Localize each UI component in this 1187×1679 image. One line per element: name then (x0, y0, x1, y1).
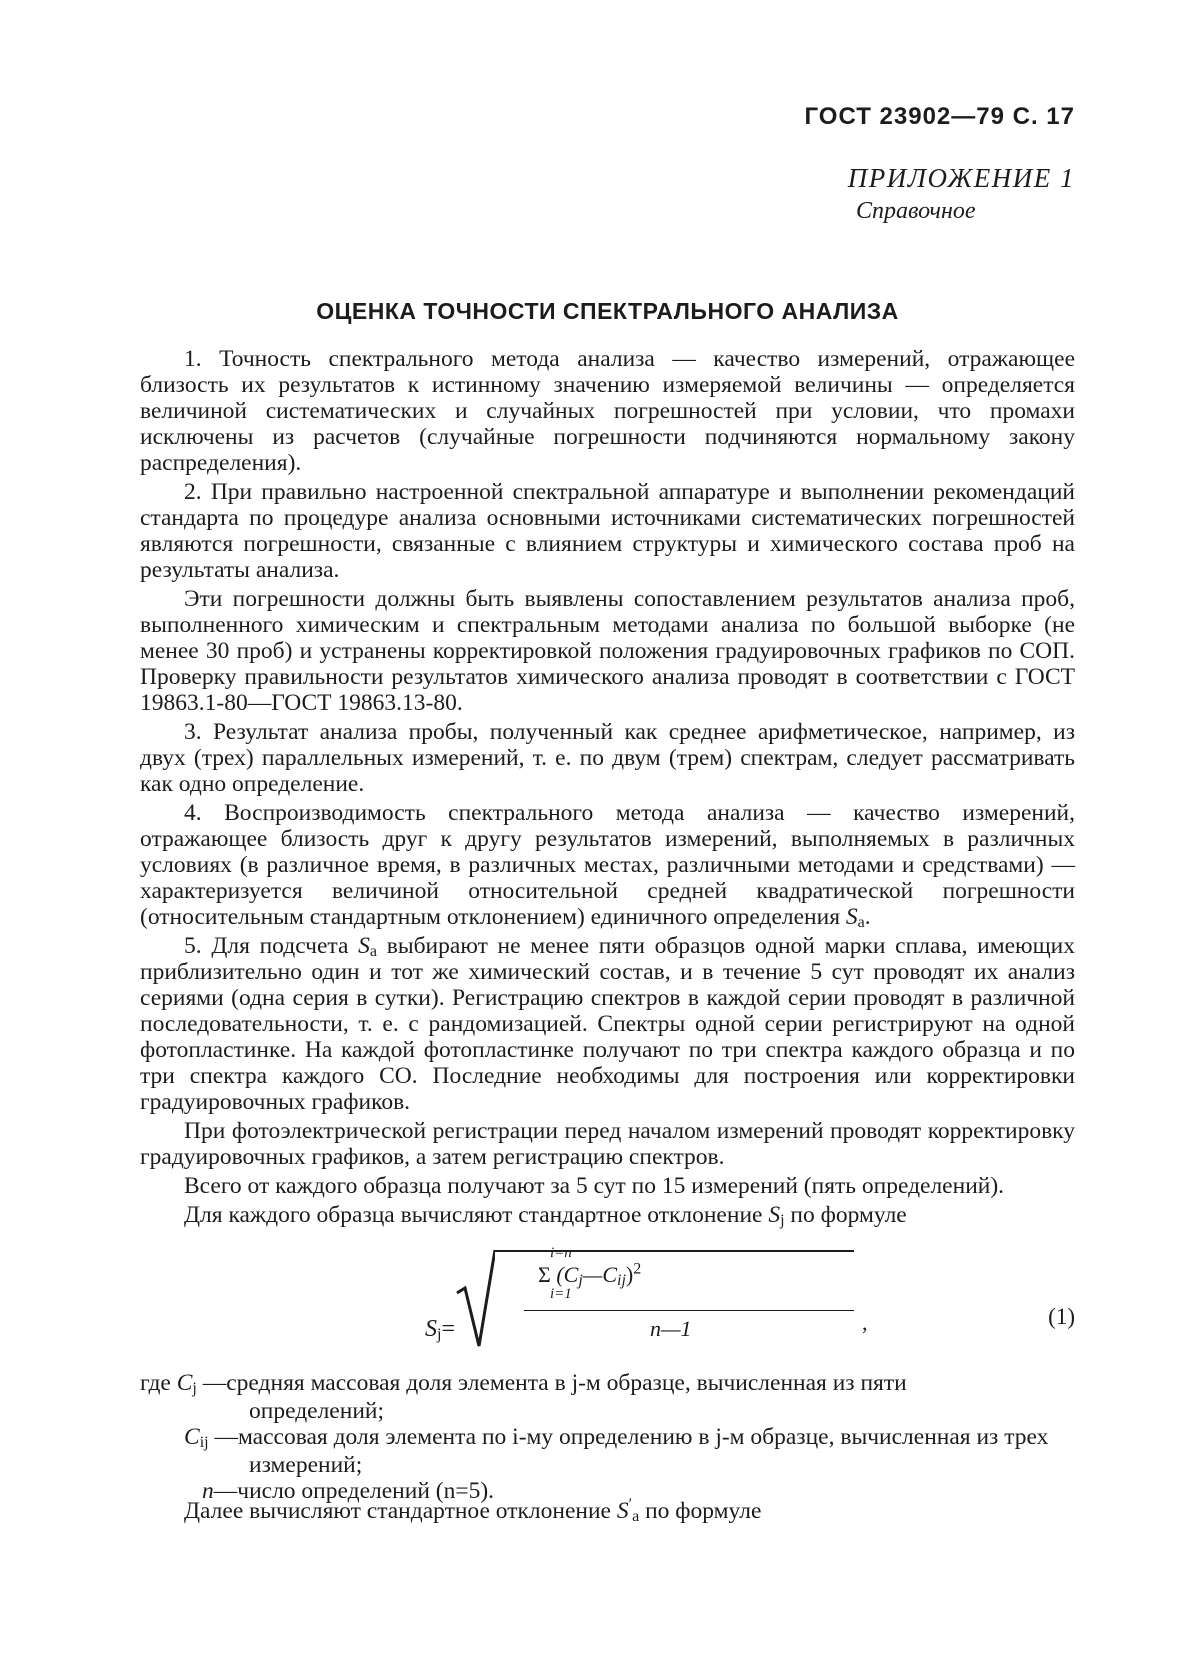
formula-lhs-sub: j (437, 1326, 442, 1343)
definition-prefix: где (140, 1370, 177, 1396)
numerator-sub-j: j (578, 1272, 583, 1289)
formula-lhs-symbol: S (425, 1316, 437, 1342)
definition-symbol: C (184, 1424, 200, 1450)
definition-cj (140, 1370, 1075, 1396)
appendix-label: ПРИЛОЖЕНИЕ 1 (847, 163, 1075, 193)
symbol-sa-sub: a (857, 914, 865, 931)
symbol-sj-sub: j (780, 1212, 785, 1229)
section-title: ОЦЕНКА ТОЧНОСТИ СПЕКТРАЛЬНОГО АНАЛИЗА (316, 298, 899, 324)
paragraph-6 (140, 933, 1075, 1115)
paragraph-5-text: 4. Воспроизводимость спектрального метода анализа — качество измерений, отражающее близость друг к другу результатов измерений, выполняемых в различных условиях (в различное время, в различных местах, различными методами и средствами) — характеризуется величиной относительной средней квадратической погрешности (относительным стандартным отклонением) единичного определения (140, 800, 1075, 930)
definition-term (140, 1370, 226, 1396)
numerator-close: ) (625, 1262, 634, 1287)
definition-cij (140, 1424, 1075, 1450)
formula-comma: , (862, 1310, 868, 1335)
definition-text: средняя массовая доля элемента в j-м образце, вычисленная из пяти (226, 1370, 907, 1396)
definition-text: число определений (n=5). (237, 1478, 495, 1504)
definition-continuation: измерений; (249, 1452, 363, 1478)
appendix-note: Справочное (856, 198, 976, 224)
definition-dash: — (208, 1424, 238, 1450)
paragraph-4: 3. Результат анализа пробы, полученный как среднее арифметическое, например, из двух (трех) параллельных измерений, т. е. по двум (трем) спектрам, следует рассматривать как одно определение. (140, 719, 1075, 797)
paragraph-9-rest: по формуле (790, 1202, 907, 1228)
definition-sub: ij (199, 1434, 209, 1451)
body-text (140, 346, 1075, 1231)
square-root-sign (455, 1248, 495, 1348)
definition-symbol: C (176, 1370, 193, 1396)
radical-overline (494, 1250, 854, 1252)
paragraph-2: 2. При правильно настроенной спектральной аппаратуре и выполнении рекомендаций стандарта по процедуре анализа основными источниками систематических погрешностей являются погрешности, связанные с влиянием структуры и химического состава проб на результаты анализа. (140, 479, 1075, 583)
symbol-sa: S (358, 933, 370, 959)
paragraph-9-start: Для каждого образца вычисляют стандартное отклонение (184, 1202, 763, 1228)
symbol-sa: S (845, 904, 858, 930)
sigma-symbol: Σ (538, 1262, 551, 1287)
closing-line-end: по формуле (645, 1498, 762, 1524)
symbol-sj: S (768, 1202, 781, 1228)
definition-continuation: определений; (249, 1398, 384, 1424)
formula-equals: = (441, 1316, 455, 1342)
symbol-sa-prime-sub: a (632, 1508, 640, 1525)
formula-number: (1) (1048, 1304, 1075, 1329)
definition-dash: — (213, 1478, 238, 1504)
paragraph-5-end: . (864, 904, 871, 930)
paragraph-1: 1. Точность спектрального метода анализа — качество измерений, отражающее близость их результатов к истинному значению измеряемой величины — определяется величиной систематических и случайных погрешностей при условии, что промахи исключены из расчетов (случайные погрешности подчиняются нормальному закону распределения). (140, 346, 1075, 476)
closing-line (184, 1498, 761, 1525)
paragraph-7: При фотоэлектрической регистрации перед началом измерений проводят корректировку градуировочных графиков, а затем регистрацию спектров. (140, 1118, 1075, 1170)
paragraph-6-rest: выбирают не менее пяти образцов одной марки сплава, имеющих приблизительно один и тот же химический состав, и в течение 5 сут проводят их анализ сериями (одна серия в сутки). Регистрацию спектров в каждой серии проводят в различной последовательности, т. е. с рандомизацией. Спектры одной серии регистрируют на одной фотопластинке. На каждой фотопластинке получают по три спектра каждого образца и по три спектра каждого СО. Последние необходимы для построения или корректировки градуировочных графиков. (140, 933, 1076, 1115)
paragraph-9 (140, 1202, 1075, 1228)
numerator-open: (C (556, 1262, 579, 1287)
definition-dash: — (196, 1370, 227, 1396)
definition-symbol: n (202, 1478, 214, 1504)
definitions-list (140, 1370, 1075, 1506)
symbol-sa-sub: a (369, 943, 377, 960)
numerator-sub-ij: ij (617, 1272, 626, 1289)
definition-sub: j (192, 1380, 197, 1397)
standard-header: ГОСТ 23902—79 С. 17 (804, 103, 1075, 130)
symbol-sa-prime: S (616, 1498, 629, 1524)
paragraph-5 (140, 800, 1075, 930)
prime-mark: ′ (628, 1496, 633, 1514)
fraction-bar (524, 1310, 854, 1311)
numerator-exponent: 2 (633, 1260, 642, 1278)
paragraph-6-start: 5. Для подсчета (184, 933, 349, 959)
sum-upper-limit: i=n (550, 1245, 572, 1261)
sum-lower-limit: i=1 (550, 1286, 572, 1302)
paragraph-8: Всего от каждого образца получают за 5 сут по 15 измерений (пять определений). (184, 1173, 1005, 1199)
formula-denominator: n—1 (650, 1316, 692, 1341)
closing-line-start: Далее вычисляют стандартное отклонение (184, 1498, 611, 1524)
formula-lhs (425, 1316, 455, 1343)
formula-numerator (538, 1262, 641, 1288)
numerator-minus-c: —C (582, 1262, 618, 1287)
definition-text: массовая доля элемента по i-му определению в j-м образце, вычисленная из трех (237, 1424, 1049, 1450)
definition-term (184, 1424, 238, 1450)
formula-1 (140, 1245, 1075, 1358)
paragraph-3: Эти погрешности должны быть выявлены сопоставлением результатов анализа проб, выполненного химическим и спектральным методами анализа по большой выборке (не менее 30 проб) и устранены корректировкой положения градуировочных графиков по СОП. Проверку правильности результатов химического анализа проводят в соответствии с ГОСТ 19863.1-80—ГОСТ 19863.13-80. (140, 586, 1075, 716)
